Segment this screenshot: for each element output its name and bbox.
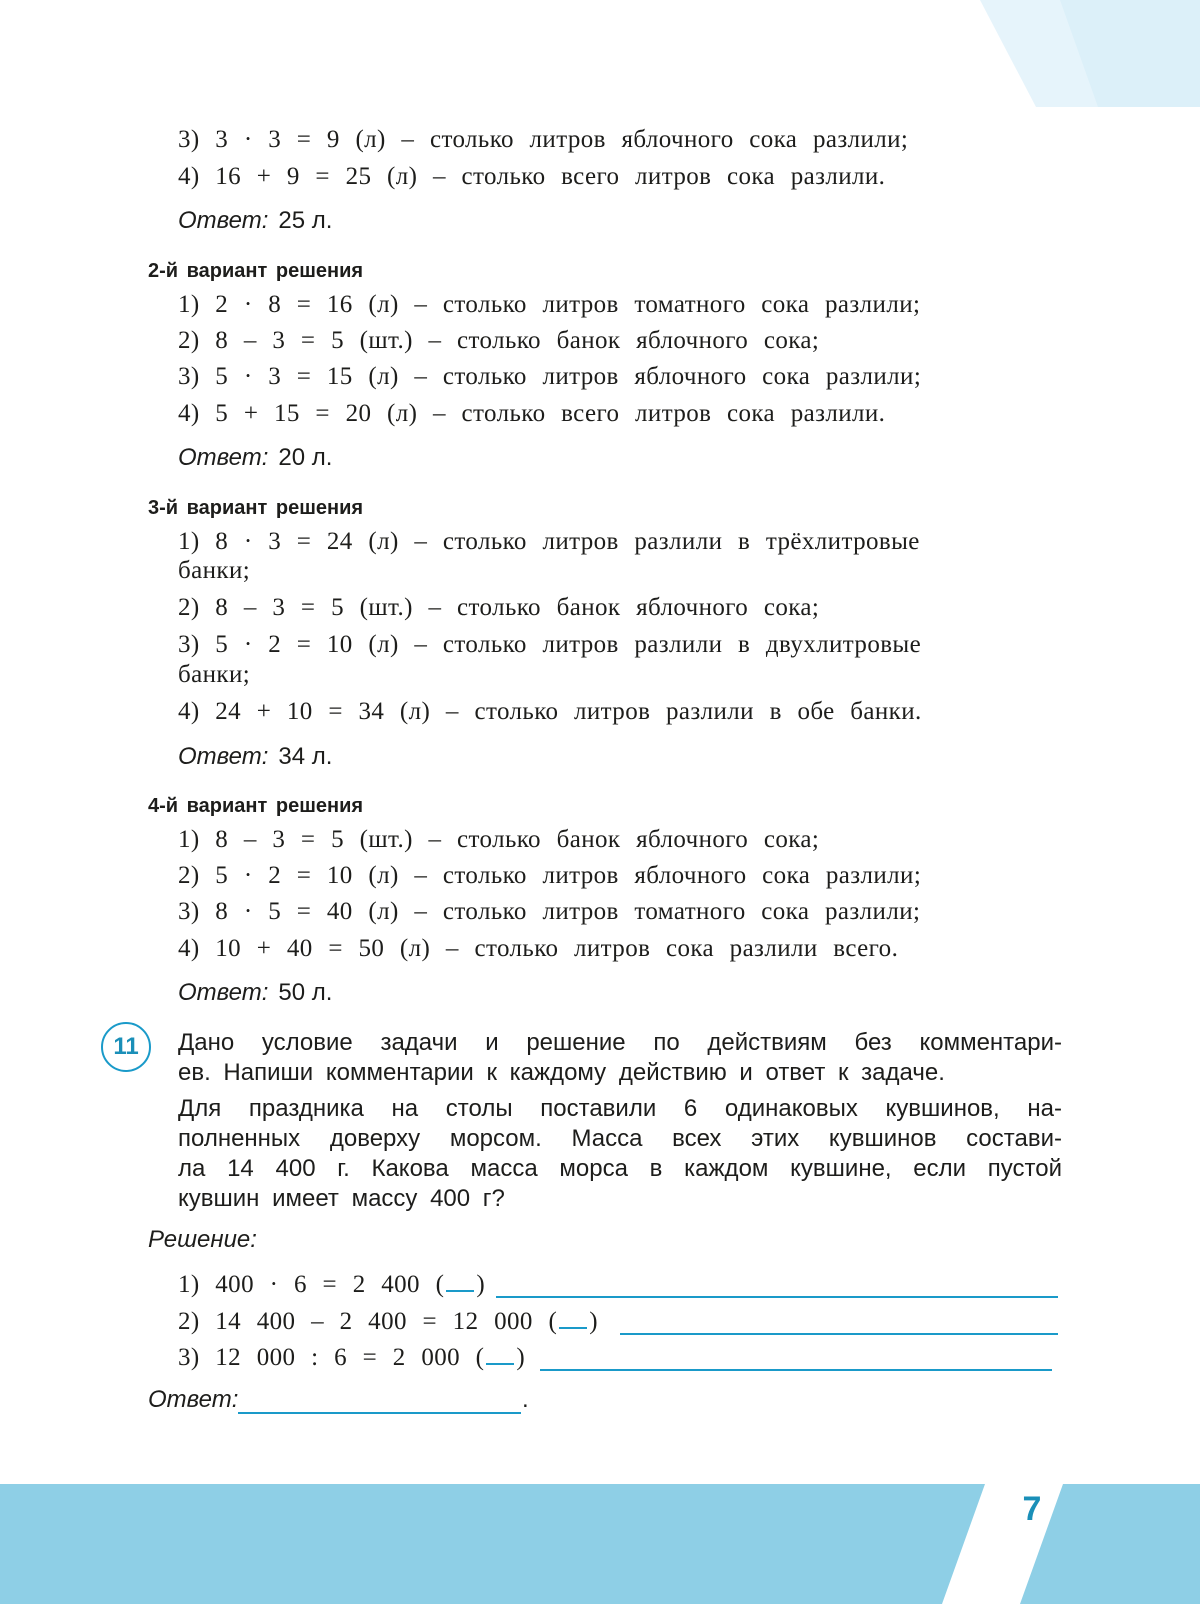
- solution-step-continuation: банки;: [178, 557, 251, 584]
- variant-heading: 2-й вариант решения: [148, 260, 364, 282]
- answer-value: 25 л.: [278, 207, 333, 234]
- answer-line: [178, 743, 332, 771]
- paren-close: ): [589, 1308, 598, 1335]
- fill-in-step: [178, 1268, 485, 1299]
- page-number: 7: [1022, 1490, 1042, 1528]
- paren-close: ): [516, 1344, 526, 1371]
- task-problem-line: Для праздника на столы поставили 6 одинаковых кувшинов, на-: [178, 1095, 1062, 1122]
- unit-blank[interactable]: [559, 1305, 587, 1329]
- solution-step: 3) 5 · 3 = 15 (л) – столько литров яблочного сока разлили;: [178, 363, 922, 390]
- step-expression: 1) 400 · 6 = 2 400 (: [178, 1271, 445, 1298]
- variant-heading: 3-й вариант решения: [148, 497, 364, 519]
- variant-heading: 4-й вариант решения: [148, 795, 364, 817]
- answer-line: [178, 444, 332, 472]
- comment-blank-line[interactable]: [620, 1333, 1058, 1335]
- task-instruction-line: ев. Напиши комментарии к каждому действию и ответ к задаче.: [178, 1059, 945, 1086]
- solution-step: 3) 5 · 2 = 10 (л) – столько литров разлили в двухлитровые: [178, 631, 922, 658]
- solution-step: 2) 8 – 3 = 5 (шт.) – столько банок яблочного сока;: [178, 327, 820, 354]
- corner-decoration: [980, 0, 1200, 110]
- task-problem-line: полненных доверху морсом. Масса всех этих кувшинов состави-: [178, 1125, 1062, 1152]
- solution-step: 2) 5 · 2 = 10 (л) – столько литров яблочного сока разлили;: [178, 862, 922, 889]
- answer-label: Ответ:: [178, 207, 269, 234]
- solution-step: 4) 24 + 10 = 34 (л) – столько литров разлили в обе банки.: [178, 698, 922, 725]
- solution-step: 4) 10 + 40 = 50 (л) – столько литров сока разлили всего.: [178, 935, 899, 962]
- comment-blank-line[interactable]: [540, 1369, 1052, 1371]
- step-expression: 2) 14 400 – 2 400 = 12 000 (: [178, 1308, 558, 1335]
- task-instruction-line: Дано условие задачи и решение по действиям без комментари-: [178, 1029, 1062, 1056]
- solution-step-continuation: банки;: [178, 661, 251, 688]
- answer-label: Ответ:: [178, 979, 269, 1006]
- fill-in-step: [178, 1341, 525, 1372]
- solution-step: 2) 8 – 3 = 5 (шт.) – столько банок яблочного сока;: [178, 594, 820, 621]
- solution-step: 1) 8 – 3 = 5 (шт.) – столько банок яблочного сока;: [178, 826, 820, 853]
- step-expression: 3) 12 000 : 6 = 2 000 (: [178, 1344, 485, 1371]
- solution-step: 4) 16 + 9 = 25 (л) – столько всего литров сока разлили.: [178, 163, 886, 190]
- solution-label: Решение:: [148, 1226, 257, 1253]
- answer-value: 50 л.: [278, 979, 333, 1006]
- answer-line: [178, 207, 332, 235]
- answer-label: Ответ:: [178, 444, 269, 471]
- solution-step: 1) 8 · 3 = 24 (л) – столько литров разлили в трёхлитровые: [178, 528, 920, 555]
- task-problem-line: ла 14 400 г. Какова масса морса в каждом кувшине, если пустой: [178, 1155, 1062, 1182]
- answer-line: [178, 979, 332, 1007]
- solution-step: 4) 5 + 15 = 20 (л) – столько всего литров сока разлили.: [178, 400, 886, 427]
- unit-blank[interactable]: [446, 1268, 474, 1292]
- solution-step: 3) 3 · 3 = 9 (л) – столько литров яблочного сока разлили;: [178, 126, 909, 153]
- paren-close: ): [476, 1271, 486, 1298]
- solution-step: 3) 8 · 5 = 40 (л) – столько литров томатного сока разлили;: [178, 898, 921, 925]
- unit-blank[interactable]: [486, 1341, 514, 1365]
- comment-blank-line[interactable]: [496, 1296, 1058, 1298]
- solution-step: 1) 2 · 8 = 16 (л) – столько литров томатного сока разлили;: [178, 291, 921, 318]
- task-number-badge: 11: [101, 1022, 151, 1072]
- fill-in-step: [178, 1305, 598, 1336]
- answer-value: 34 л.: [278, 743, 333, 770]
- final-answer-label: Ответ:: [148, 1386, 239, 1413]
- task-problem-line: кувшин имеет массу 400 г?: [178, 1185, 505, 1212]
- answer-label: Ответ:: [178, 743, 269, 770]
- final-answer-dot: .: [522, 1386, 529, 1413]
- answer-value: 20 л.: [278, 444, 333, 471]
- final-answer-blank-line[interactable]: [238, 1412, 521, 1414]
